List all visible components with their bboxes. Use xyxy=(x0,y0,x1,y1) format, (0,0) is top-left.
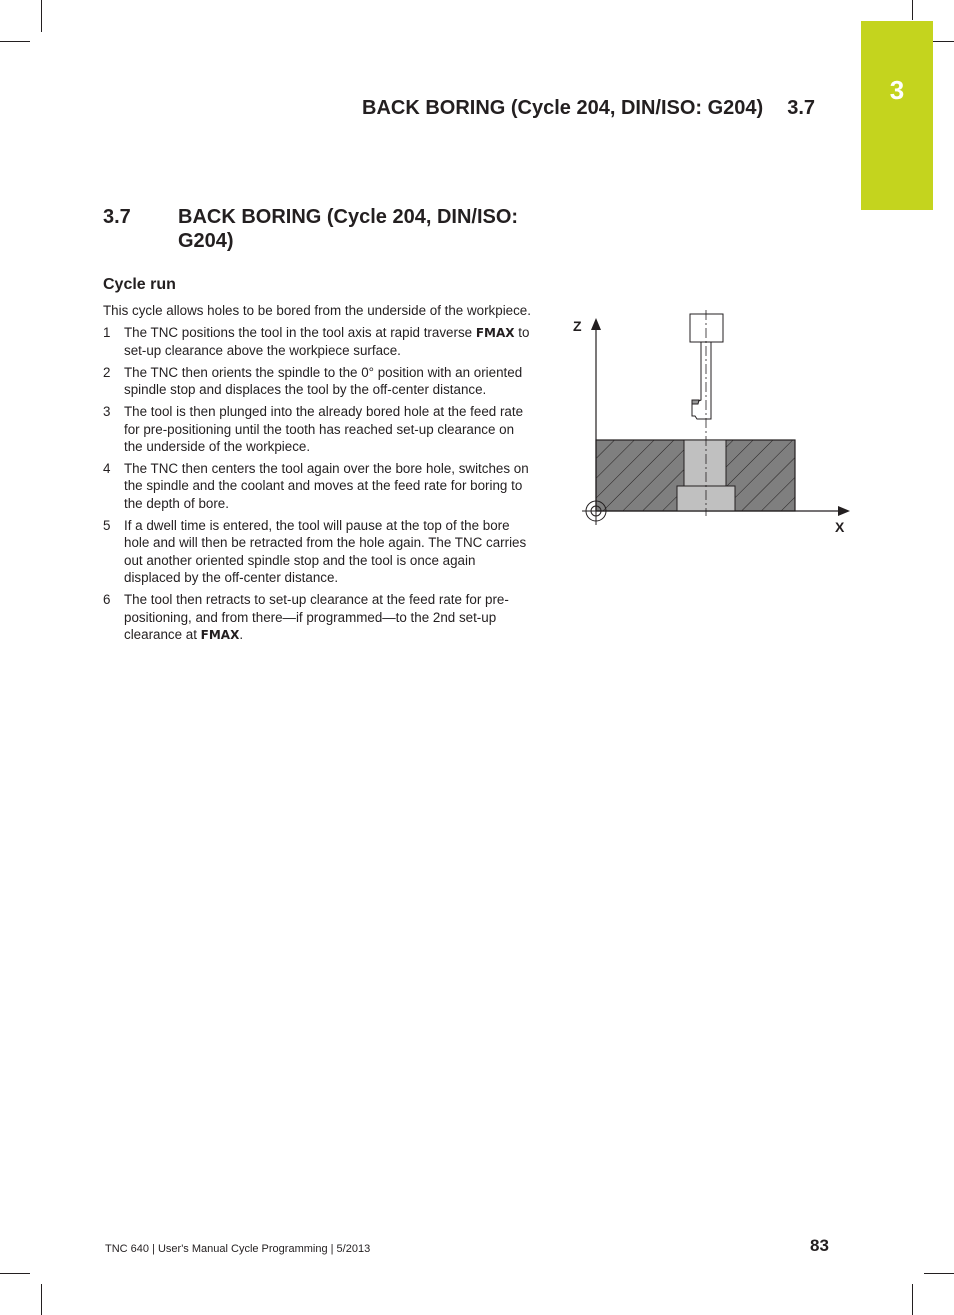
section-title: BACK BORING (Cycle 204, DIN/ISO: G204) xyxy=(178,206,519,252)
step-text: If a dwell time is entered, the tool will pause at the top of the bore hole and will then be retracted from the hole again. The TNC carries out another oriented spindle stop and the tool is once again displaced by the off-center distance. xyxy=(124,517,527,586)
crop-mark xyxy=(41,1284,42,1315)
chapter-number: 3 xyxy=(889,75,905,105)
step-text: The TNC then centers the tool again over the bore hole, switches on the spindle and the coolant and moves at the feed rate for boring to the depth of bore. xyxy=(124,460,529,511)
section-number: 3.7 xyxy=(103,206,131,228)
crop-mark xyxy=(924,1273,954,1274)
steps-list xyxy=(103,324,535,645)
step-text: The tool is then plunged into the already bored hole at the feed rate for pre-positioning until the tooth has reached set-up clearance on the underside of the workpiece. xyxy=(124,403,524,455)
back-boring-figure xyxy=(570,306,860,536)
body-text xyxy=(103,302,535,649)
running-header-section: 3.7 xyxy=(787,97,816,119)
crop-mark xyxy=(912,1284,913,1315)
list-item xyxy=(103,403,535,456)
list-item xyxy=(103,591,535,645)
step-text: The TNC positions the tool in the tool axis at rapid traverse xyxy=(124,324,476,340)
page-number: 83 xyxy=(810,1236,829,1255)
step-number: 6 xyxy=(103,591,111,607)
intro-paragraph: This cycle allows holes to be bored from the underside of the workpiece. xyxy=(103,303,531,318)
axis-label-z: Z xyxy=(573,318,582,334)
step-text: The TNC then orients the spindle to the 0° position with an oriented spindle stop and displaces the tool by the off-center distance. xyxy=(124,364,523,398)
step-number: 3 xyxy=(103,403,111,419)
footer-text: TNC 640 | User's Manual Cycle Programming | 5/2013 xyxy=(105,1243,371,1255)
axis-label-x: X xyxy=(835,519,845,535)
list-item xyxy=(103,324,535,360)
step-text: . xyxy=(239,627,244,643)
step-number: 1 xyxy=(103,324,111,340)
step-text: to set-up clearance above the workpiece surface. xyxy=(124,324,530,359)
step-text: The tool then retracts to set-up clearance at the feed rate for pre-positioning, and from there—if programmed—to the 2nd set-up clearance at xyxy=(124,591,509,643)
step-number: 4 xyxy=(103,460,111,476)
crop-mark xyxy=(41,0,42,32)
workpiece xyxy=(596,440,795,511)
running-header-title: BACK BORING (Cycle 204, DIN/ISO: G204) xyxy=(362,97,764,119)
list-item xyxy=(103,517,535,587)
step-number: 2 xyxy=(103,364,111,380)
list-item xyxy=(103,364,535,399)
keyword-fmax: FMAX xyxy=(475,325,515,340)
crop-mark xyxy=(0,1273,30,1274)
keyword-fmax: FMAX xyxy=(200,628,240,643)
running-header xyxy=(362,97,815,120)
tool xyxy=(690,314,723,419)
subheading-cycle-run: Cycle run xyxy=(103,276,176,293)
section-heading xyxy=(103,205,543,253)
crop-mark xyxy=(912,0,913,20)
crop-mark xyxy=(0,41,30,42)
list-item xyxy=(103,460,535,513)
step-number: 5 xyxy=(103,517,111,533)
chapter-tab xyxy=(861,21,933,210)
